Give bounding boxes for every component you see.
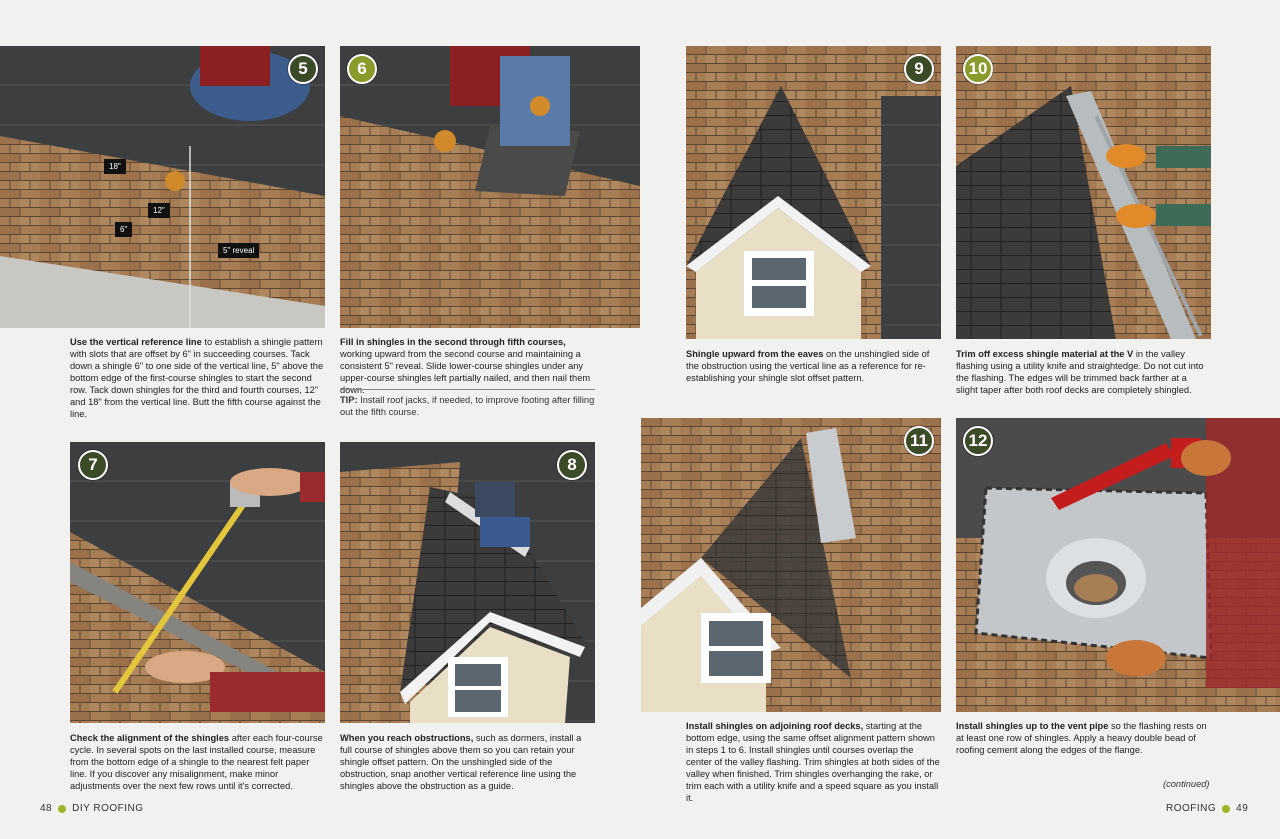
tip-label: TIP: — [340, 395, 358, 405]
step-8-caption — [340, 732, 595, 792]
step-12-badge: 12 — [963, 426, 993, 456]
step-8-heading: When you reach obstructions, — [340, 733, 474, 743]
right-section-title: ROOFING — [1166, 803, 1217, 814]
step-8-photo — [340, 442, 595, 723]
step-5-caption — [70, 336, 325, 420]
step-11-caption — [686, 720, 941, 804]
step-9-photo — [686, 46, 941, 339]
left-section-title: DIY ROOFING — [72, 803, 144, 814]
right-page-number: 49 — [1236, 803, 1249, 814]
step-10-text: in the valley flashing using a utility knife and straightedge. Do not cut into the flashing. The edges will be trimmed back farther at a slight taper after both roof decks are completely shingled. — [956, 349, 1204, 395]
step-6-photo — [340, 46, 640, 328]
tip-text: Install roof jacks, if needed, to improve footing after filling out the fifth course. — [340, 395, 595, 417]
step-6-text: working upward from the second course and maintaining a consistent 5" reveal. Slide lower-course shingles under any upper-course shingles left partially nailed, and then nail them down. — [340, 349, 591, 395]
tip-note — [340, 389, 595, 418]
step-7-photo — [70, 442, 325, 723]
step-12-photo — [956, 418, 1280, 712]
dimension-18-label: 18" — [104, 159, 126, 174]
step-11-heading: Install shingles on adjoining roof decks, — [686, 721, 864, 731]
step-7-heading: Check the alignment of the shingles — [70, 733, 230, 743]
dimension-12-label: 12" — [148, 203, 170, 218]
right-folio — [1166, 803, 1248, 814]
step-5-text: to establish a shingle pattern with slots that are offset by 6" in succeeding courses. Tack down a shingle 6" to one side of the vertical line, 5" above the bottom edge of the first-course shingles to start the second row. Tack down shingles for the third and fourth courses, 12" and 18" from the vertical line. Butt the fifth course against the line. — [70, 337, 324, 419]
step-7-text: after each four-course cycle. In several spots on the last installed course, measure from the bottom edge of a shingle to the nearest felt paper line. If you discover any misalignment, make minor adjustments over the next few rows until it's corrected. — [70, 733, 323, 791]
step-5-badge: 5 — [288, 54, 318, 84]
left-folio — [40, 803, 144, 814]
step-9-text: on the unshingled side of the obstruction using the vertical line as a reference for re-establishing your shingle slot offset pattern. — [686, 349, 930, 383]
step-5-photo — [0, 46, 325, 328]
step-7-caption — [70, 732, 325, 792]
dimension-6-label: 6" — [115, 222, 132, 237]
step-6-heading: Fill in shingles in the second through fifth courses, — [340, 337, 566, 347]
step-10-heading: Trim off excess shingle material at the V — [956, 349, 1134, 359]
step-8-badge: 8 — [557, 450, 587, 480]
folio-dot-icon — [1222, 805, 1230, 813]
left-page-number: 48 — [40, 803, 53, 814]
step-11-badge: 11 — [904, 426, 934, 456]
step-9-caption — [686, 348, 941, 384]
step-6-caption — [340, 336, 595, 396]
step-11-photo — [641, 418, 941, 712]
step-10-photo — [956, 46, 1211, 339]
step-11-text: starting at the bottom edge, using the same offset alignment pattern shown in steps 1 to 6. Install shingles until courses overlap the center of the valley flashing. Trim shingles at both sides of the valley when finished. Trim shingles overhanging the rake, or trim each with a utility knife and a speed square as you install it. — [686, 721, 940, 803]
step-9-heading: Shingle upward from the eaves — [686, 349, 824, 359]
step-6-badge: 6 — [347, 54, 377, 84]
step-10-badge: 10 — [963, 54, 993, 84]
step-7-badge: 7 — [78, 450, 108, 480]
step-12-heading: Install shingles up to the vent pipe — [956, 721, 1109, 731]
step-8-text: such as dormers, install a full course of shingles above them so you can retain your shingle offset pattern. On the unshingled side of the obstruction, snap another vertical reference line using the shingles above the obstruction as a guide. — [340, 733, 582, 791]
step-10-caption — [956, 348, 1211, 396]
step-5-heading: Use the vertical reference line — [70, 337, 202, 347]
folio-dot-icon — [58, 805, 66, 813]
step-9-badge: 9 — [904, 54, 934, 84]
step-12-caption — [956, 720, 1211, 756]
continued-note: (continued) — [1163, 779, 1210, 789]
reveal-label: 5" reveal — [218, 243, 259, 258]
step-12-text: so the flashing rests on at least one row of shingles. Apply a heavy double bead of roofing cement along the edges of the flange. — [956, 721, 1207, 755]
